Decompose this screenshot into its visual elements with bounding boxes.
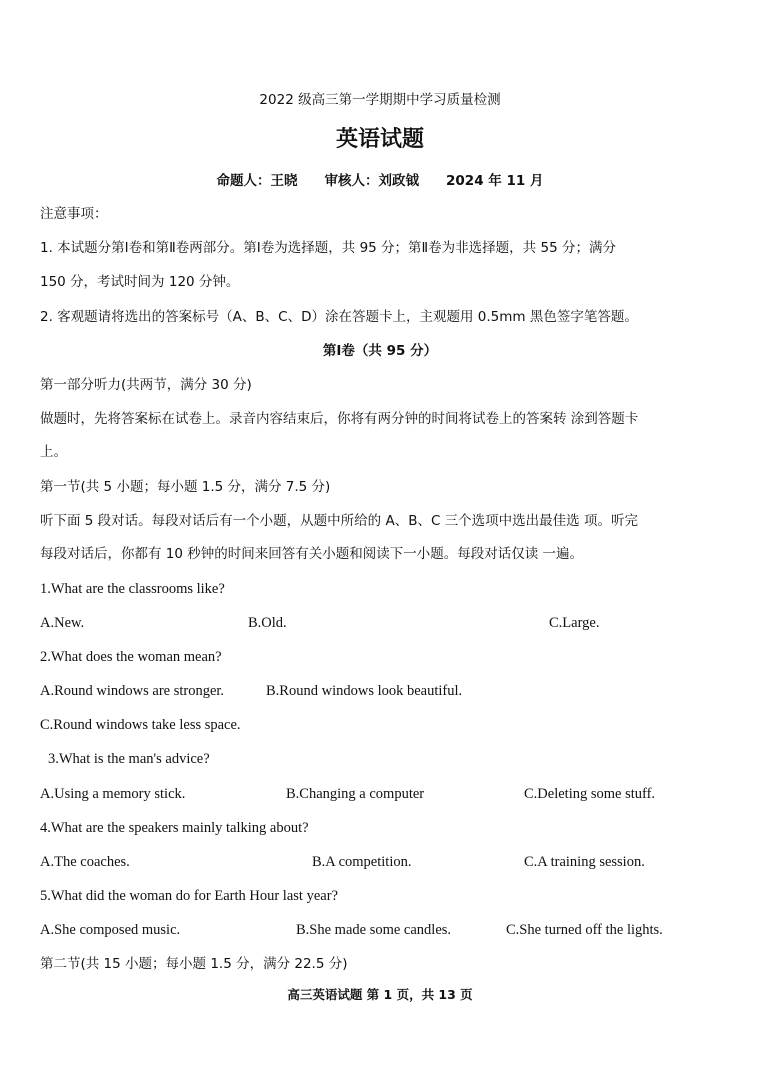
volume-1-title: 第Ⅰ卷（共 95 分） — [322, 343, 438, 359]
page-title: 英语试题 — [335, 127, 424, 152]
question-1-option-a: A.New. — [40, 615, 85, 631]
notes-heading: 注意事项： — [40, 206, 108, 222]
question-1-stem: 1.What are the classrooms like? — [40, 581, 225, 597]
question-2-option-b: B.Round windows look beautiful. — [266, 683, 463, 699]
section-2-heading: 第二节(共 15 小题；每小题 1.5 分，满分 22.5 分) — [40, 956, 348, 972]
notes-item-1-line-1: 1. 本试题分第Ⅰ卷和第Ⅱ卷两部分。第Ⅰ卷为选择题，共 95 分；第Ⅱ卷为非选择题，共 55 分；满分 — [40, 240, 616, 256]
part-1-heading: 第一部分听力(共两节，满分 30 分) — [40, 377, 252, 393]
question-4-option-b: B.A competition. — [312, 854, 412, 870]
part-1-instruction-line-2: 上。 — [40, 444, 67, 460]
part-1-instruction-line-1: 做题时，先将答案标在试卷上。录音内容结束后，你将有两分钟的时间将试卷上的答案转 涂到答题卡 — [40, 411, 639, 427]
section-1-instruction-line-1: 听下面 5 段对话。每段对话后有一个小题，从题中所给的 A、B、C 三个选项中选出最佳选 项。听完 — [40, 513, 638, 529]
page-footer: 高三英语试题 第 1 页，共 13 页 — [287, 987, 473, 1002]
question-4-option-c: C.A training session. — [524, 854, 645, 870]
authors-line: 命题人：王晓 审核人：刘政钺 2024 年 11 月 — [216, 173, 544, 189]
question-4-stem: 4.What are the speakers mainly talking about? — [40, 820, 309, 836]
question-3-option-c: C.Deleting some stuff. — [524, 786, 656, 802]
question-3-option-b: B.Changing a computer — [286, 786, 425, 802]
question-1-option-b: B.Old. — [248, 615, 287, 631]
question-5-stem: 5.What did the woman do for Earth Hour last year? — [40, 888, 338, 904]
question-3-stem: 3.What is the man's advice? — [48, 751, 210, 767]
section-1-instruction-line-2: 每段对话后，你都有 10 秒钟的时间来回答有关小题和阅读下一小题。每段对话仅读 一遍。 — [40, 546, 584, 562]
question-2-stem: 2.What does the woman mean? — [40, 649, 222, 665]
notes-item-1-line-2: 150 分，考试时间为 120 分钟。 — [40, 274, 240, 290]
question-3-option-a: A.Using a memory stick. — [40, 786, 186, 802]
section-1-heading: 第一节(共 5 小题；每小题 1.5 分，满分 7.5 分) — [40, 479, 331, 495]
notes-item-2: 2. 客观题请将选出的答案标号（A、B、C、D）涂在答题卡上，主观题用 0.5mm 黑色签字笔答题。 — [40, 309, 638, 325]
question-4-option-a: A.The coaches. — [40, 854, 130, 870]
question-5-option-b: B.She made some candles. — [296, 922, 452, 938]
question-5-option-c: C.She turned off the lights. — [506, 922, 663, 938]
question-1-option-c: C.Large. — [549, 615, 600, 631]
question-2-option-a: A.Round windows are stronger. — [40, 683, 225, 699]
exam-line: 2022 级高三第一学期期中学习质量检测 — [259, 92, 501, 108]
question-2-option-c: C.Round windows take less space. — [40, 717, 241, 733]
question-5-option-a: A.She composed music. — [40, 922, 181, 938]
